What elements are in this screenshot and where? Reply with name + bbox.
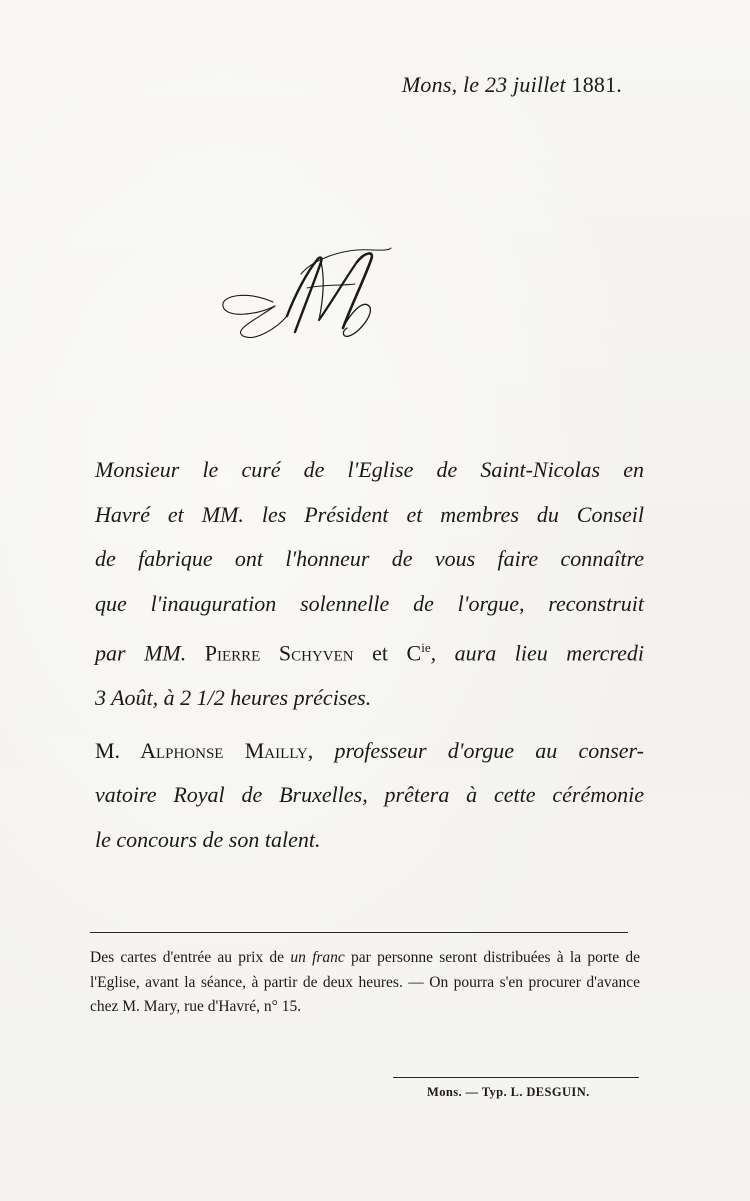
mm-monogram-logo — [215, 240, 395, 350]
builder-suffix: , aura lieu mercredi — [430, 640, 645, 666]
invitation-line: Havré et MM. les Président et membres du Conseil — [95, 501, 644, 527]
organist-title: professeur d'orgue au conser- — [334, 737, 644, 763]
invitation-line-organist — [68, 729, 644, 774]
invitation-line: le concours de son talent. — [95, 827, 321, 853]
footnote-text-2: par personne seront distribuées à la porte de l'Eglise, avant la séance, à partir de deux heures. — On pourra s'en procurer d'avance chez M. Mary, rue d'Havré, n° 15. — [90, 949, 641, 1016]
invitation-line-builder — [68, 626, 644, 676]
footnote-price: un franc — [290, 949, 345, 966]
invitation-text — [68, 448, 644, 863]
invitation-paragraph-2 — [68, 729, 644, 863]
ticket-footnote — [90, 946, 640, 1020]
invitation-line: de fabrique ont l'honneur de vous faire connaître — [95, 546, 644, 572]
date-text: Mons, le 23 juillet — [401, 72, 566, 97]
footnote-text-1: Des cartes d'entrée au prix de — [90, 949, 285, 966]
invitation-line: que l'inauguration solennelle de l'orgue, reconstruit — [95, 590, 644, 616]
invitation-line: 3 Août, à 2 1/2 heures précises. — [95, 685, 372, 711]
invitation-line: Monsieur le curé de l'Eglise de Saint-Nicolas en — [95, 457, 644, 482]
printer-divider — [393, 1077, 639, 1078]
date-line — [402, 72, 622, 98]
company-abbrev-sup: ie — [421, 640, 431, 656]
date-year: 1881. — [571, 72, 622, 97]
footnote-divider — [90, 932, 628, 933]
builder-prefix: par MM. — [95, 640, 187, 666]
organist-name: M. Alphonse Mailly, — [95, 737, 314, 763]
organ-builder-name: Pierre Schyven — [204, 640, 354, 666]
invitation-line: vatoire Royal de Bruxelles, prêtera à cette cérémonie — [95, 782, 644, 808]
invitation-paragraph-1 — [68, 448, 644, 721]
printer-credit: Mons. — Typ. L. DESGUIN. — [427, 1085, 590, 1099]
company-abbrev: et C — [372, 640, 422, 666]
